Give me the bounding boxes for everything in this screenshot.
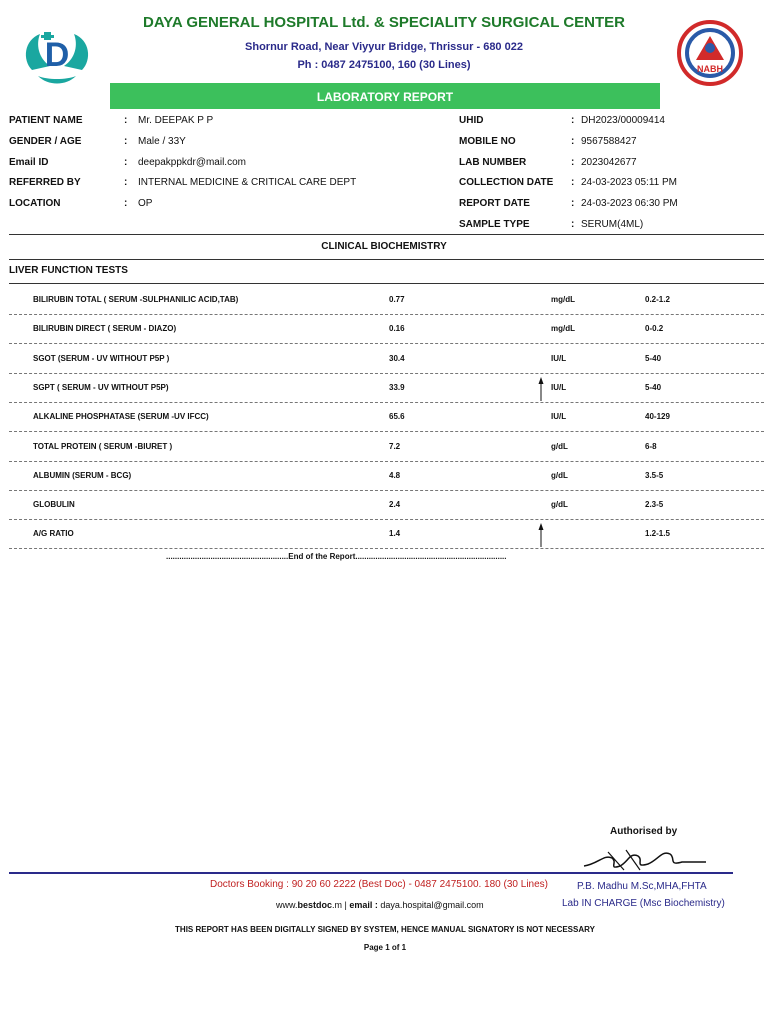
row-divider	[9, 548, 764, 549]
report-field-label: REPORT DATE	[459, 198, 530, 209]
patient-field-label: Email ID	[9, 157, 49, 168]
test-result: 33.9	[389, 383, 405, 392]
page-number: Page 1 of 1	[363, 943, 407, 952]
colon: :	[124, 115, 128, 126]
footer-booking-text: Doctors Booking : 90 20 60 2222 (Best Doc) - 0487 2475100. 180 (30 Lines)	[210, 879, 548, 890]
end-of-report: .......................................................End of the Report....................................................................	[166, 552, 507, 561]
test-unit: IU/L	[551, 354, 567, 363]
signer-role: Lab IN CHARGE (Msc Biochemistry)	[562, 898, 725, 909]
patient-field-value: OP	[138, 198, 153, 209]
report-field-label: MOBILE NO	[459, 136, 516, 147]
colon: :	[571, 136, 575, 147]
table-row	[9, 432, 764, 462]
end-text: End of the Report	[288, 552, 356, 561]
section-subtitle: LIVER FUNCTION TESTS	[9, 265, 128, 276]
test-name: SGOT (SERUM - UV WITHOUT P5P )	[33, 354, 170, 363]
report-field-value: 24-03-2023 06:30 PM	[581, 198, 678, 209]
test-name: SGPT ( SERUM - UV WITHOUT P5P)	[33, 383, 169, 392]
colon: :	[571, 157, 575, 168]
test-reference-range: 6-8	[645, 442, 657, 451]
table-row	[9, 373, 764, 403]
test-result: 0.77	[389, 295, 405, 304]
test-result: 0.16	[389, 324, 405, 333]
colon: :	[571, 115, 575, 126]
test-unit: g/dL	[551, 471, 568, 480]
report-field-value: DH2023/00009414	[581, 115, 665, 126]
test-reference-range: 0.2-1.2	[645, 295, 670, 304]
up-arrow-icon	[538, 377, 544, 401]
test-name: GLOBULIN	[33, 500, 75, 509]
test-unit: mg/dL	[551, 295, 575, 304]
test-name: BILIRUBIN DIRECT ( SERUM - DIAZO)	[33, 324, 177, 333]
test-result: 4.8	[389, 471, 401, 480]
table-row	[9, 490, 764, 520]
table-row	[9, 519, 764, 549]
hospital-name: DAYA GENERAL HOSPITAL Ltd. & SPECIALITY SURGICAL CENTER	[142, 14, 625, 31]
patient-field-value: deepakppkdr@mail.com	[138, 157, 246, 168]
table-row	[9, 402, 764, 432]
patient-field-value: Mr. DEEPAK P P	[138, 115, 214, 126]
report-field-value: 24-03-2023 05:11 PM	[581, 177, 677, 188]
colon: :	[124, 177, 128, 188]
hospital-phone: Ph : 0487 2475100, 160 (30 Lines)	[297, 59, 471, 71]
table-row	[9, 461, 764, 491]
divider	[9, 234, 764, 235]
hospital-address: Shornur Road, Near Viyyur Bridge, Thrissur - 680 022	[245, 41, 523, 53]
website-domain[interactable]: bestdoc	[297, 900, 333, 910]
colon: :	[124, 157, 128, 168]
patient-field-label: GENDER / AGE	[9, 136, 82, 147]
test-reference-range: 1.2-1.5	[645, 529, 670, 538]
website-suffix: .m	[332, 900, 343, 910]
up-arrow-icon	[538, 523, 544, 547]
patient-field-value: Male / 33Y	[138, 136, 186, 147]
contact-separator: |	[342, 900, 350, 910]
test-unit: g/dL	[551, 442, 568, 451]
patient-field-label: PATIENT NAME	[9, 115, 83, 126]
signer-name: P.B. Madhu M.Sc,MHA,FHTA	[577, 881, 707, 892]
report-field-label: UHID	[459, 115, 484, 126]
section-title: CLINICAL BIOCHEMISTRY	[321, 241, 447, 252]
table-row	[9, 314, 764, 344]
test-unit: g/dL	[551, 500, 568, 509]
test-result: 30.4	[389, 354, 405, 363]
digital-signature-note: THIS REPORT HAS BEEN DIGITALLY SIGNED BY SYSTEM, HENCE MANUAL SIGNATORY IS NOT NECESSARY	[175, 925, 595, 934]
nabh-text: NABH	[697, 64, 723, 74]
test-reference-range: 2.3-5	[645, 500, 664, 509]
report-field-label: COLLECTION DATE	[459, 177, 554, 188]
report-field-value: 9567588427	[581, 136, 637, 147]
test-name: ALKALINE PHOSPHATASE (SERUM -UV IFCC)	[33, 412, 209, 421]
signature	[578, 840, 710, 874]
table-row	[9, 344, 764, 374]
test-unit: IU/L	[551, 412, 567, 421]
test-reference-range: 3.5-5	[645, 471, 664, 480]
colon: :	[124, 198, 128, 209]
authorised-by-label: Authorised by	[610, 826, 678, 837]
test-result: 1.4	[389, 529, 401, 538]
test-reference-range: 5-40	[645, 383, 662, 392]
test-name: TOTAL PROTEIN ( SERUM -BIURET )	[33, 442, 173, 451]
test-name: BILIRUBIN TOTAL ( SERUM -SULPHANILIC ACID,TAB)	[33, 295, 239, 304]
colon: :	[571, 219, 575, 230]
test-reference-range: 40-129	[645, 412, 670, 421]
divider	[9, 259, 764, 260]
colon: :	[571, 198, 575, 209]
report-field-value: 2023042677	[581, 157, 637, 168]
test-reference-range: 5-40	[645, 354, 662, 363]
email-value[interactable]: daya.hospital@gmail.com	[380, 900, 484, 910]
email-label: email :	[349, 900, 381, 910]
report-title-banner: LABORATORY REPORT	[110, 83, 660, 109]
test-unit: IU/L	[551, 383, 567, 392]
test-unit: mg/dL	[551, 324, 575, 333]
report-field-value: SERUM(4ML)	[581, 219, 644, 230]
report-field-label: SAMPLE TYPE	[459, 219, 530, 230]
test-result: 2.4	[389, 500, 401, 509]
table-row	[9, 285, 764, 315]
colon: :	[571, 177, 575, 188]
test-name: A/G RATIO	[33, 529, 74, 538]
test-result: 65.6	[389, 412, 405, 421]
nabh-seal	[668, 20, 752, 86]
patient-field-label: REFERRED BY	[9, 177, 81, 188]
patient-field-value: INTERNAL MEDICINE & CRITICAL CARE DEPT	[138, 177, 357, 188]
colon: :	[124, 136, 128, 147]
patient-field-label: LOCATION	[9, 198, 61, 209]
footer-divider	[9, 872, 733, 874]
report-field-label: LAB NUMBER	[459, 157, 527, 168]
website-prefix: www.	[276, 900, 298, 910]
test-name: ALBUMIN (SERUM - BCG)	[33, 471, 132, 480]
test-result: 7.2	[389, 442, 401, 451]
logo-letter: D	[44, 36, 70, 74]
test-reference-range: 0-0.2	[645, 324, 664, 333]
footer-contact	[276, 900, 484, 910]
divider	[9, 283, 764, 284]
